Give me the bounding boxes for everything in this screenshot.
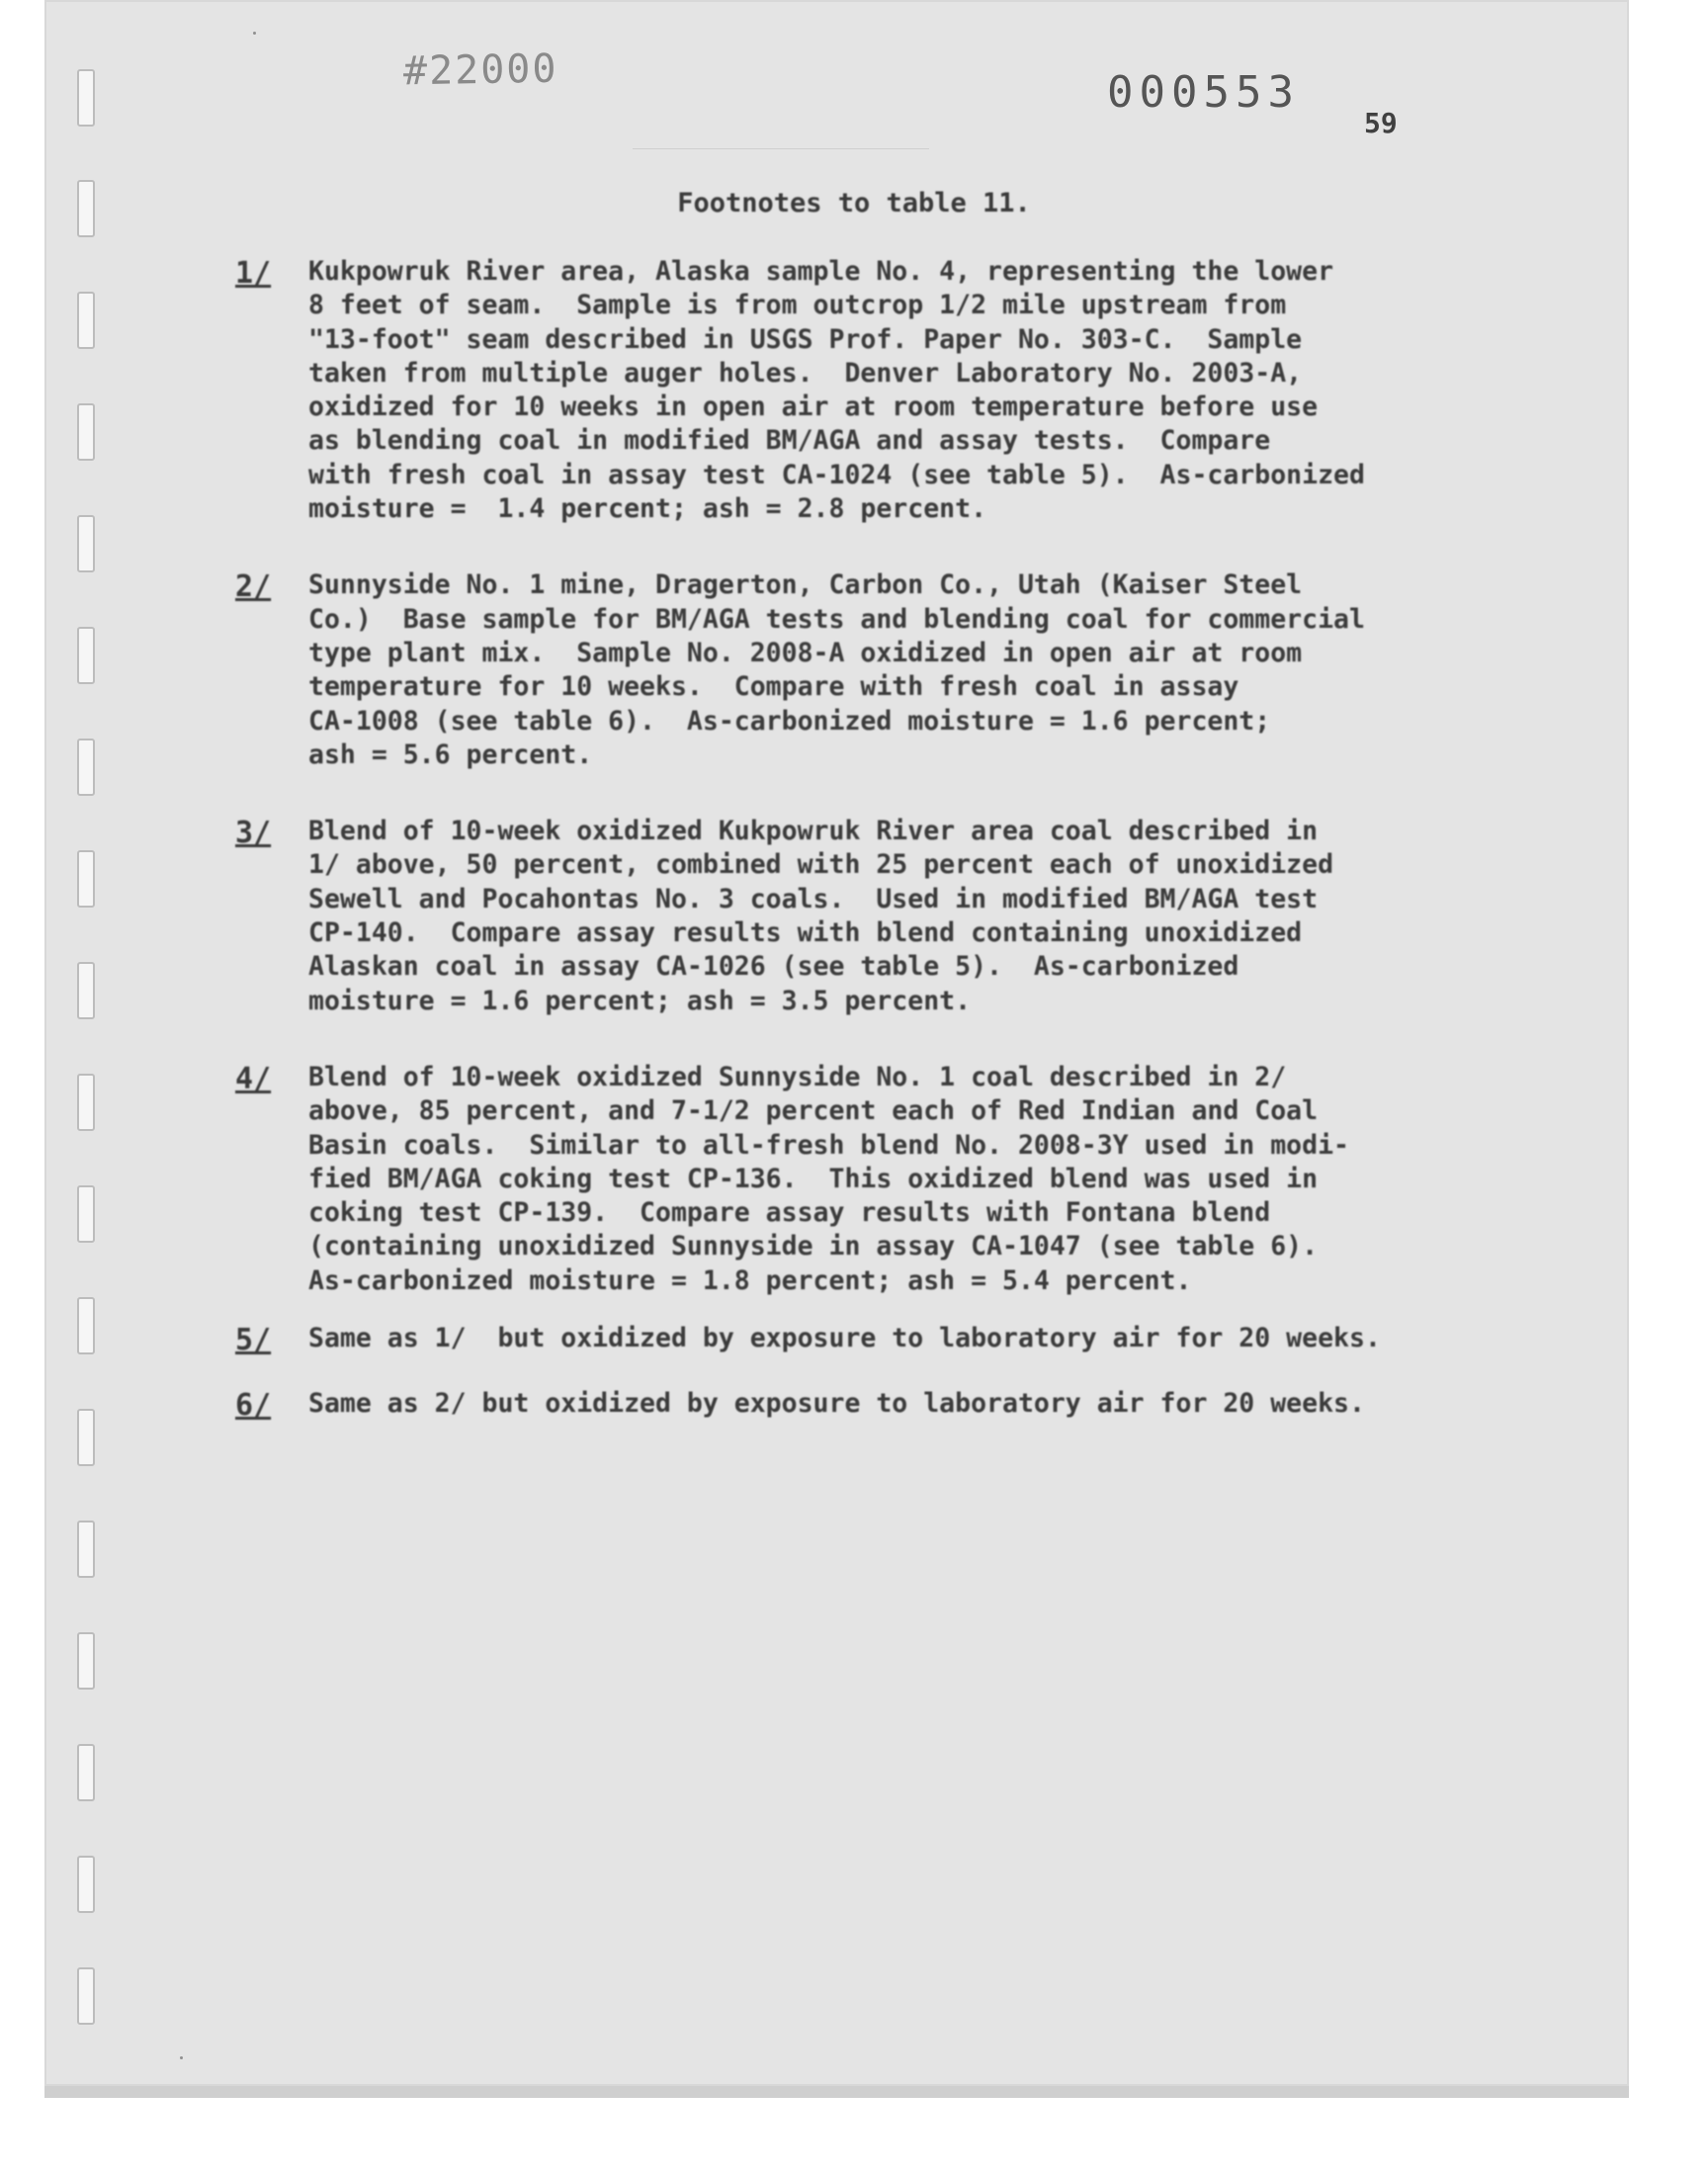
footnote-item: [235, 568, 1481, 772]
perforation-hole: [77, 1074, 95, 1131]
perforation-hole: [77, 1856, 95, 1913]
perforation-hole: [77, 739, 95, 796]
footnote-line: Sewell and Pocahontas No. 3 coals. Used in modified BM/AGA test: [308, 883, 1319, 914]
document-stamp-number: #22000: [402, 45, 558, 95]
perforation-hole: [77, 1297, 95, 1354]
perforation-hole: [77, 292, 95, 349]
footnote-item: [235, 1322, 1481, 1358]
footnote-item: [235, 1387, 1481, 1424]
footnote-line: fied BM/AGA coking test CP-136. This oxidized blend was used in: [308, 1163, 1319, 1194]
scan-dust-speck: [253, 32, 256, 35]
footnote-line: temperature for 10 weeks. Compare with fresh coal in assay: [308, 671, 1239, 703]
footnote-item: [235, 255, 1481, 526]
footnote-line: 8 feet of seam. Sample is from outcrop 1/2 mile upstream from: [308, 290, 1287, 321]
footnote-line: with fresh coal in assay test CA-1024 (see table 5). As-carbonized: [308, 459, 1365, 490]
footnote-line: "13-foot" seam described in USGS Prof. Paper No. 303-C. Sample: [308, 323, 1303, 355]
footnote-line: ash = 5.6 percent.: [308, 739, 593, 770]
footnote-item: [235, 815, 1481, 1018]
perforation-hole: [77, 1409, 95, 1466]
footnote-marker: 2/: [235, 569, 272, 605]
perforation-hole: [77, 515, 95, 572]
footnote-marker: 6/: [235, 1388, 272, 1424]
footnote-line: Blend of 10-week oxidized Kukpowruk River area coal described in: [308, 816, 1319, 847]
footnote-marker: 1/: [235, 256, 272, 291]
footnote-line: 1/ above, 50 percent, combined with 25 percent each of unoxidized: [308, 849, 1334, 881]
perforation-hole: [77, 1521, 95, 1578]
footnote-line: CA-1008 (see table 6). As-carbonized moisture = 1.6 percent;: [308, 705, 1271, 737]
footnote-line: (containing unoxidized Sunnyside in assay CA-1047 (see table 6).: [308, 1231, 1319, 1262]
tractor-feed-perforations: [77, 69, 99, 2046]
footnote-line: Sunnyside No. 1 mine, Dragerton, Carbon Co., Utah (Kaiser Steel: [308, 569, 1303, 601]
footnote-list: [235, 255, 1481, 1422]
footnote-line: Co.) Base sample for BM/AGA tests and blending coal for commercial: [308, 603, 1365, 635]
footnote-line: Alaskan coal in assay CA-1026 (see table 5). As-carbonized: [308, 951, 1239, 983]
footnote-marker: 5/: [235, 1323, 272, 1358]
footnote-marker: 4/: [235, 1061, 272, 1096]
footnote-line: Kukpowruk River area, Alaska sample No. 4, representing the lower: [308, 256, 1334, 287]
footnote-line: moisture = 1.4 percent; ash = 2.8 percent.: [308, 493, 987, 525]
page-title: Footnotes to table 11.: [677, 188, 1031, 218]
scan-dust-speck: [180, 2056, 183, 2059]
footnote-line: As-carbonized moisture = 1.8 percent; ash = 5.4 percent.: [308, 1264, 1192, 1296]
paper-bottom-edge: [44, 2086, 1629, 2098]
footnote-line: oxidized for 10 weeks in open air at room temperature before use: [308, 392, 1319, 423]
bates-number-stamp: 000553: [1107, 67, 1300, 118]
footnote-line: Blend of 10-week oxidized Sunnyside No. 1 coal described in 2/: [308, 1061, 1287, 1092]
perforation-hole: [77, 962, 95, 1019]
footnote-line: as blending coal in modified BM/AGA and assay tests. Compare: [308, 425, 1271, 457]
perforation-hole: [77, 850, 95, 908]
footnote-line: CP-140. Compare assay results with blend containing unoxidized: [308, 917, 1303, 949]
footnote-line: moisture = 1.6 percent; ash = 3.5 percent.: [308, 985, 972, 1016]
perforation-hole: [77, 1967, 95, 2025]
faint-scan-mark: [633, 148, 929, 149]
footnote-line: Same as 1/ but oxidized by exposure to laboratory air for 20 weeks.: [308, 1323, 1381, 1354]
perforation-hole: [77, 403, 95, 461]
footnote-line: taken from multiple auger holes. Denver Laboratory No. 2003-A,: [308, 357, 1303, 389]
footnote-line: Basin coals. Similar to all-fresh blend No. 2008-3Y used in modi-: [308, 1129, 1349, 1161]
perforation-hole: [77, 1744, 95, 1801]
footnote-line: coking test CP-139. Compare assay results with Fontana blend: [308, 1197, 1271, 1229]
footnote-marker: 3/: [235, 816, 272, 851]
perforation-hole: [77, 69, 95, 127]
perforation-hole: [77, 1632, 95, 1690]
perforation-hole: [77, 627, 95, 684]
footnote-line: above, 85 percent, and 7-1/2 percent each of Red Indian and Coal: [308, 1095, 1319, 1127]
perforation-hole: [77, 1185, 95, 1243]
page-number: 59: [1364, 107, 1398, 139]
footnote-item: [235, 1061, 1481, 1298]
footnote-line: Same as 2/ but oxidized by exposure to laboratory air for 20 weeks.: [308, 1388, 1365, 1420]
footnote-line: type plant mix. Sample No. 2008-A oxidized in open air at room: [308, 637, 1303, 668]
